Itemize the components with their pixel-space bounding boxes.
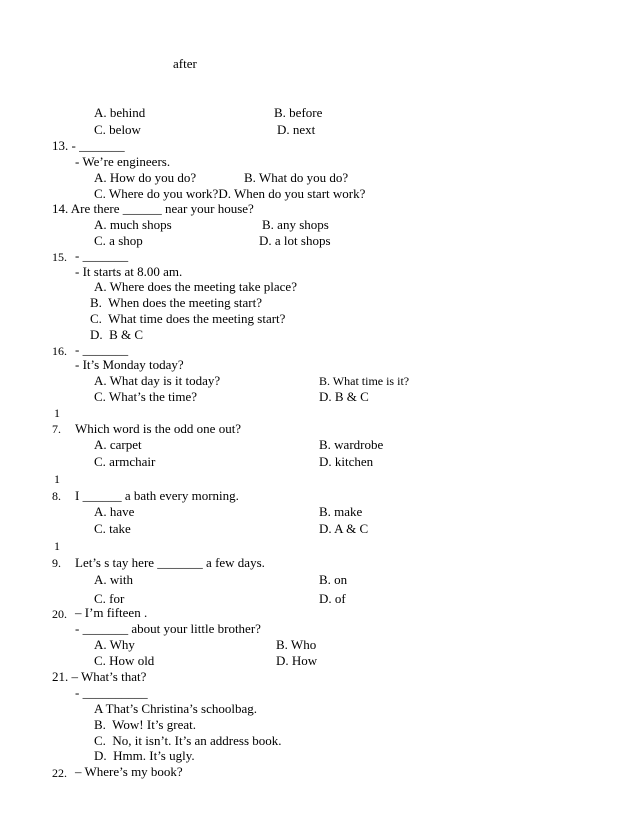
- q16-option-d: D. B & C: [319, 389, 369, 404]
- q19-number-part2: 9.: [52, 556, 61, 570]
- q18-number-part2: 8.: [52, 489, 61, 503]
- q17-number-part1: 1: [54, 406, 60, 420]
- q17-option-b: B. wardrobe: [319, 437, 384, 452]
- q12-option-a: A. behind: [94, 105, 146, 120]
- q13-option-cd: C. Where do you work?D. When do you start work?: [94, 186, 366, 201]
- q17-question: Which word is the odd one out?: [75, 421, 242, 436]
- q13-number: 13. - _______: [52, 138, 125, 153]
- q15-option-a: A. Where does the meeting take place?: [94, 279, 297, 294]
- q16-option-b: B. What time is it?: [319, 374, 410, 388]
- q19-option-a: A. with: [94, 572, 133, 587]
- q15-option-d: D. B & C: [90, 327, 144, 342]
- q12-option-d: D. next: [277, 122, 316, 137]
- q18-option-a: A. have: [94, 504, 135, 519]
- q15-option-c: C. What time does the meeting start?: [90, 311, 286, 326]
- q17-option-c: C. armchair: [94, 454, 156, 469]
- q14-option-a: A. much shops: [94, 217, 172, 232]
- q18-question: I ______ a bath every morning.: [75, 488, 239, 503]
- q19-option-d: D. of: [319, 591, 346, 606]
- q19-option-c: C. for: [94, 591, 125, 606]
- q14-option-c: C. a shop: [94, 233, 143, 248]
- q16-option-c: C. What’s the time?: [94, 389, 198, 404]
- q20-option-b: B. Who: [276, 637, 317, 652]
- q14-question: 14. Are there ______ near your house?: [52, 201, 254, 216]
- q13-answer: - We’re engineers.: [75, 154, 171, 169]
- q15-number: 15.: [52, 250, 67, 264]
- q16-option-a: A. What day is it today?: [94, 373, 221, 388]
- q12-option-b: B. before: [274, 105, 323, 120]
- q18-number-part1: 1: [54, 472, 60, 486]
- q21-question: 21. – What’s that?: [52, 669, 147, 684]
- q22-question: – Where’s my book?: [75, 764, 183, 779]
- q12-option-c: C. below: [94, 122, 141, 137]
- fragment-word: after: [173, 56, 197, 71]
- q20-question: – I’m fifteen .: [75, 605, 148, 620]
- q19-question: Let’s s tay here _______ a few days.: [75, 555, 265, 570]
- q21-option-d: D. Hmm. It’s ugly.: [94, 748, 195, 763]
- q21-blank: - __________: [75, 685, 148, 700]
- q14-option-b: B. any shops: [262, 217, 329, 232]
- q18-option-b: B. make: [319, 504, 363, 519]
- q18-option-d: D. A & C: [319, 521, 369, 536]
- q17-option-a: A. carpet: [94, 437, 142, 452]
- q16-blank: - _______: [75, 342, 129, 357]
- q21-option-c: C. No, it isn’t. It’s an address book.: [94, 733, 282, 748]
- q13-option-b: B. What do you do?: [244, 170, 349, 185]
- q22-number: 22.: [52, 766, 67, 780]
- q20-answer: - _______ about your little brother?: [75, 621, 261, 636]
- q20-option-a: A. Why: [94, 637, 135, 652]
- q16-answer: - It’s Monday today?: [75, 357, 184, 372]
- q16-number: 16.: [52, 344, 67, 358]
- q17-option-d: D. kitchen: [319, 454, 374, 469]
- q19-number-part1: 1: [54, 539, 60, 553]
- q17-number-part2: 7.: [52, 422, 61, 436]
- q18-option-c: C. take: [94, 521, 131, 536]
- q13-option-a: A. How do you do?: [94, 170, 197, 185]
- q14-option-d: D. a lot shops: [259, 233, 331, 248]
- q20-number: 20.: [52, 607, 67, 621]
- q21-option-b: B. Wow! It’s great.: [94, 717, 196, 732]
- q20-option-c: C. How old: [94, 653, 155, 668]
- q21-option-a: A That’s Christina’s schoolbag.: [94, 701, 257, 716]
- q15-answer: - It starts at 8.00 am.: [75, 264, 183, 279]
- q19-option-b: B. on: [319, 572, 348, 587]
- q20-option-d: D. How: [276, 653, 318, 668]
- q15-option-b: B. When does the meeting start?: [90, 295, 262, 310]
- q15-blank: - _______: [75, 248, 129, 263]
